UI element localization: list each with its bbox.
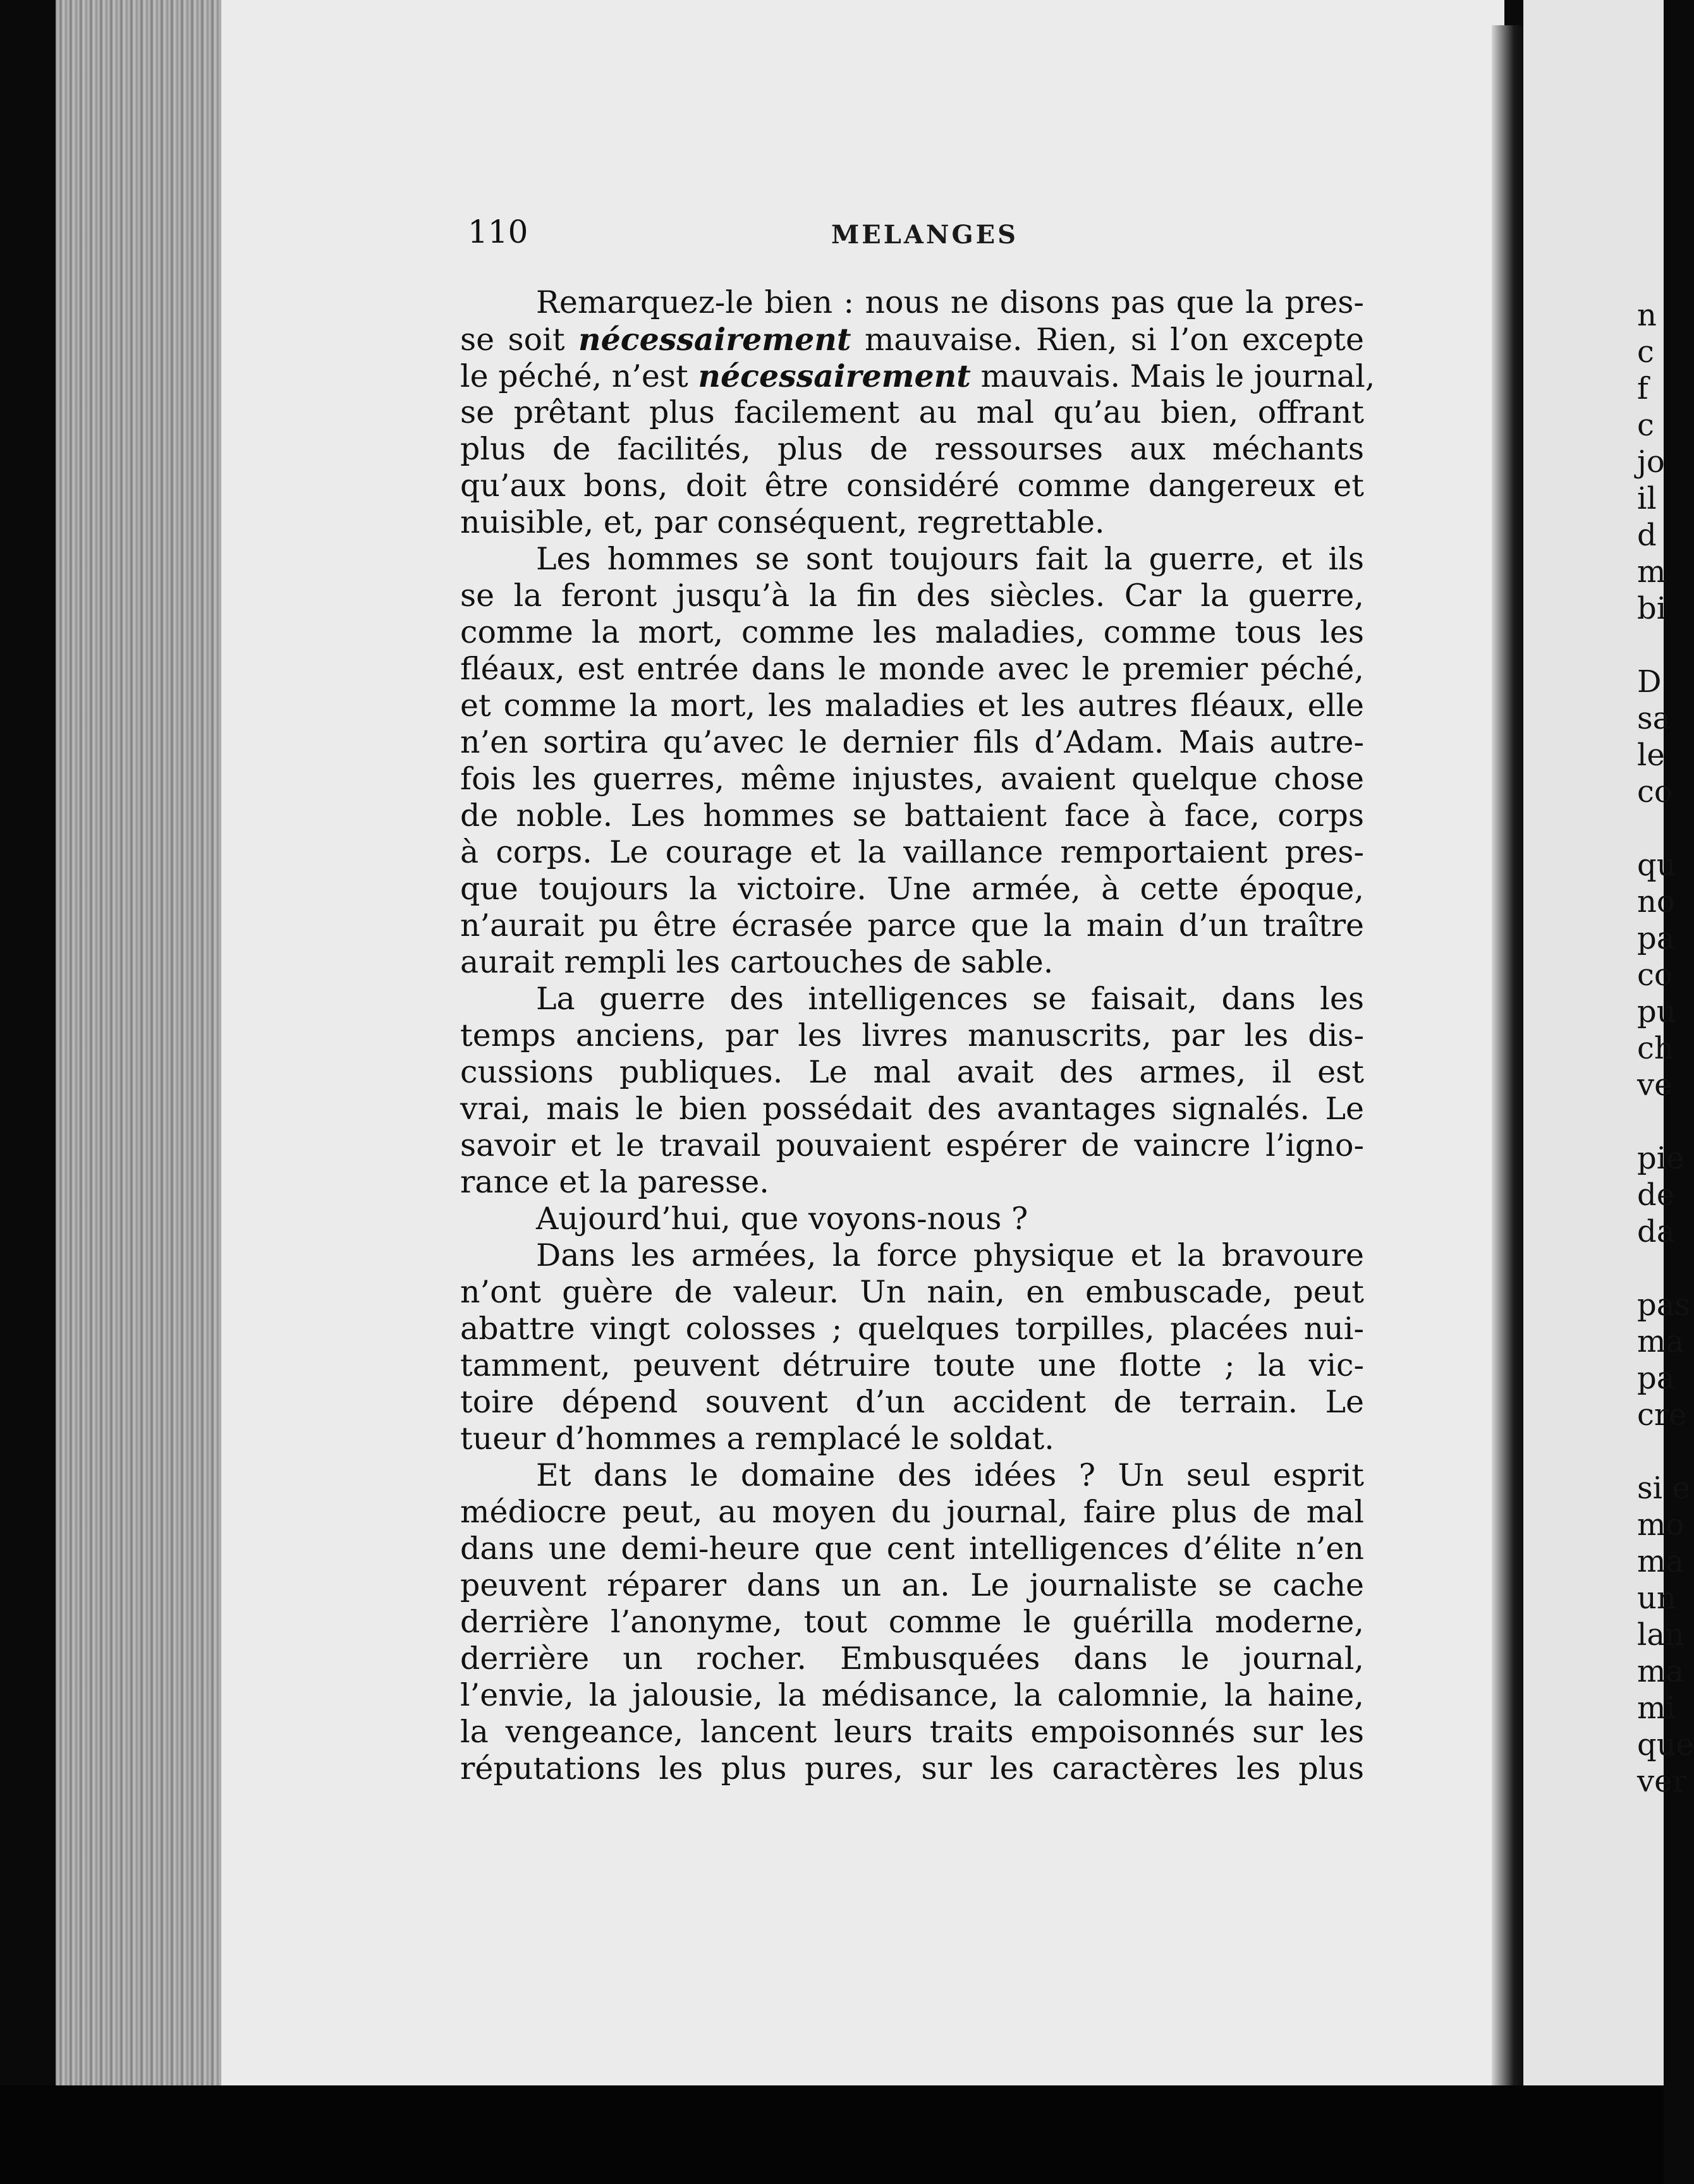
text-line xyxy=(460,1494,1364,1531)
text-line xyxy=(460,1347,1364,1384)
facing-page-fragment: co xyxy=(1637,774,1673,810)
text-line xyxy=(460,761,1364,798)
facing-page-fragment: pa xyxy=(1637,1361,1675,1396)
text-line xyxy=(460,284,1364,321)
text-line xyxy=(460,798,1364,834)
facing-page-fragment xyxy=(1637,1433,1664,1470)
text-line xyxy=(460,1641,1364,1677)
text-line xyxy=(460,1127,1364,1164)
text-segment: mauvais. Mais le journal, xyxy=(970,358,1375,394)
facing-page-fragment: n xyxy=(1637,298,1657,333)
text-line xyxy=(460,1274,1364,1311)
text-segment: peuvent réparer dans un an. Le journaliste se cache xyxy=(460,1567,1364,1603)
facing-page-fragment: il xyxy=(1637,481,1657,516)
text-segment: savoir et le travail pouvaient espérer de vaincre l’igno- xyxy=(460,1127,1364,1163)
text-segment: le péché, n’est xyxy=(460,358,698,394)
facing-page-fragment: pie xyxy=(1637,1141,1685,1176)
text-segment: La guerre des intelligences se faisait, dans les xyxy=(536,981,1364,1017)
facing-page-fragment: da xyxy=(1637,1214,1675,1249)
facing-page-fragment: le xyxy=(1637,737,1665,773)
text-segment: tueur d’hommes a remplacé le soldat. xyxy=(460,1421,1054,1457)
text-segment: dans une demi-heure que cent intelligences d’élite n’en xyxy=(460,1531,1364,1567)
text-line xyxy=(460,614,1364,651)
text-segment: à corps. Le courage et la vaillance remportaient pres- xyxy=(460,834,1364,870)
text-segment: se prêtant plus facilement au mal qu’au bien, offrant xyxy=(460,394,1364,430)
facing-page-fragment: co xyxy=(1637,957,1673,993)
text-segment: se soit xyxy=(460,322,578,358)
text-segment: Dans les armées, la force physique et la bravoure xyxy=(536,1237,1364,1273)
text-segment: comme la mort, comme les maladies, comme tous les xyxy=(460,614,1364,650)
scan-bottom-shadow xyxy=(0,2085,1664,2184)
running-title: MELANGES xyxy=(831,220,1019,250)
text-segment: derrière l’anonyme, tout comme le guérilla moderne, xyxy=(460,1604,1364,1640)
text-line xyxy=(460,1017,1364,1054)
text-segment: l’envie, la jalousie, la médisance, la calomnie, la haine, xyxy=(460,1677,1364,1713)
facing-page-fragment: si e xyxy=(1637,1471,1690,1506)
text-line xyxy=(460,1201,1364,1237)
text-line xyxy=(460,907,1364,944)
facing-page-fragment: cre xyxy=(1637,1397,1687,1433)
text-segment: n’ont guère de valeur. Un nain, en embuscade, peut xyxy=(460,1274,1364,1310)
text-line xyxy=(460,358,1375,394)
text-line xyxy=(460,651,1364,688)
text-line xyxy=(460,504,1364,541)
facing-page-fragment: pa xyxy=(1637,921,1675,956)
text-segment: Les hommes se sont toujours fait la guerre, et ils xyxy=(536,541,1364,577)
facing-page-fragment: de xyxy=(1637,1177,1675,1213)
text-segment: Aujourd’hui, que voyons-nous ? xyxy=(536,1201,1028,1237)
text-segment: abattre vingt colosses ; quelques torpilles, placées nui- xyxy=(460,1311,1364,1347)
facing-page-fragment xyxy=(1637,1250,1664,1287)
text-line xyxy=(460,1457,1364,1494)
italic-text-segment: nécessairement xyxy=(578,321,851,358)
running-head xyxy=(468,214,1391,252)
text-segment: qu’aux bons, doit être considéré comme dangereux et xyxy=(460,468,1364,504)
facing-page-fragment: un xyxy=(1637,1580,1676,1616)
facing-page-fragment xyxy=(1637,627,1664,664)
body-text xyxy=(460,284,1375,1787)
facing-page-fragment: no xyxy=(1637,884,1675,919)
text-line xyxy=(460,468,1364,504)
facing-page-fragment: qu xyxy=(1637,847,1676,883)
text-line xyxy=(460,1091,1364,1127)
text-segment: n’en sortira qu’avec le dernier fils d’Adam. Mais autre- xyxy=(460,724,1364,760)
text-segment: et comme la mort, les maladies et les autres fléaux, elle xyxy=(460,688,1364,724)
text-line xyxy=(460,321,1364,358)
facing-page-fragment: mo xyxy=(1637,1507,1685,1543)
text-segment: tamment, peuvent détruire toute une flotte ; la vic- xyxy=(460,1347,1364,1383)
text-segment: rance et la paresse. xyxy=(460,1164,769,1200)
text-line xyxy=(460,1384,1364,1421)
page-stack-edges xyxy=(56,0,230,2111)
text-line xyxy=(460,578,1364,614)
facing-page-fragment: d xyxy=(1637,518,1657,553)
text-line xyxy=(460,944,1364,981)
facing-page-text-fragments xyxy=(1637,297,1694,1800)
facing-page-fragment: c xyxy=(1637,334,1654,370)
text-segment: médiocre peut, au moyen du journal, faire plus de mal xyxy=(460,1494,1364,1530)
text-segment: fléaux, est entrée dans le monde avec le premier péché, xyxy=(460,651,1364,687)
facing-page-fragment: pas xyxy=(1637,1287,1690,1323)
facing-page-fragment: ma xyxy=(1637,1324,1685,1359)
facing-page-fragment: mi xyxy=(1637,1690,1676,1726)
facing-page-fragment: sa xyxy=(1637,701,1671,736)
text-line xyxy=(460,1237,1364,1274)
text-line xyxy=(460,1311,1364,1347)
text-segment: aurait rempli les cartouches de sable. xyxy=(460,944,1054,980)
text-line xyxy=(460,1421,1364,1457)
text-line xyxy=(460,1054,1364,1091)
text-line xyxy=(460,1567,1364,1604)
text-segment: la vengeance, lancent leurs traits empoisonnés sur les xyxy=(460,1714,1364,1750)
text-line xyxy=(460,981,1364,1017)
text-segment: cussions publiques. Le mal avait des armes, il est xyxy=(460,1054,1364,1090)
text-line xyxy=(460,1750,1364,1787)
facing-page-fragment: ver xyxy=(1637,1764,1687,1799)
facing-page-fragment: jo xyxy=(1637,444,1665,480)
text-segment: nuisible, et, par conséquent, regrettable. xyxy=(460,504,1105,540)
facing-page-fragment: ma xyxy=(1637,1544,1685,1579)
text-line xyxy=(460,871,1364,907)
text-segment: Et dans le domaine des idées ? Un seul esprit xyxy=(536,1457,1364,1493)
text-line xyxy=(460,688,1364,724)
facing-page-fragment: que xyxy=(1637,1727,1694,1762)
text-segment: mauvaise. Rien, si l’on excepte xyxy=(851,322,1364,358)
facing-page-fragment xyxy=(1637,1103,1664,1140)
facing-page-fragment: pu xyxy=(1637,994,1676,1029)
facing-page-fragment xyxy=(1637,810,1664,847)
text-segment: fois les guerres, même injustes, avaient quelque chose xyxy=(460,761,1364,797)
italic-text-segment: nécessairement xyxy=(698,358,971,394)
text-line xyxy=(460,834,1364,871)
facing-page-fragment: lan xyxy=(1637,1617,1685,1653)
text-segment: réputations les plus pures, sur les caractères les plus xyxy=(460,1750,1364,1787)
text-line xyxy=(460,724,1364,761)
text-line xyxy=(460,1164,1364,1201)
facing-page-fragment: bi xyxy=(1637,591,1667,626)
text-line xyxy=(460,431,1364,468)
text-line xyxy=(460,394,1364,431)
text-segment: plus de facilités, plus de ressourses aux méchants xyxy=(460,431,1364,467)
text-segment: Remarquez-le bien : nous ne disons pas que la pres- xyxy=(536,284,1364,320)
text-line xyxy=(460,1714,1364,1750)
text-segment: que toujours la victoire. Une armée, à cette époque, xyxy=(460,871,1364,907)
facing-page-fragment: f xyxy=(1637,371,1648,406)
page-number: 110 xyxy=(468,214,528,250)
text-line xyxy=(460,1531,1364,1567)
facing-page-fragment: D xyxy=(1637,664,1662,700)
facing-page-fragment: c xyxy=(1637,408,1654,443)
text-segment: de noble. Les hommes se battaient face à face, corps xyxy=(460,798,1364,834)
facing-page-fragment: ch xyxy=(1637,1031,1674,1066)
facing-page-fragment: ma xyxy=(1637,1654,1685,1689)
text-segment: vrai, mais le bien possédait des avantages signalés. Le xyxy=(460,1091,1364,1127)
text-segment: se la feront jusqu’à la fin des siècles. Car la guerre, xyxy=(460,578,1364,614)
facing-page-fragment: m xyxy=(1637,554,1666,590)
text-segment: toire dépend souvent d’un accident de terrain. Le xyxy=(460,1384,1364,1420)
text-segment: temps anciens, par les livres manuscrits, par les dis- xyxy=(460,1017,1364,1053)
text-segment: n’aurait pu être écrasée parce que la main d’un traître xyxy=(460,907,1364,943)
text-line xyxy=(460,1604,1364,1641)
text-segment: derrière un rocher. Embusquées dans le journal, xyxy=(460,1641,1364,1677)
facing-page-fragment: ve xyxy=(1637,1067,1673,1103)
text-line xyxy=(460,541,1364,578)
text-line xyxy=(460,1677,1364,1714)
